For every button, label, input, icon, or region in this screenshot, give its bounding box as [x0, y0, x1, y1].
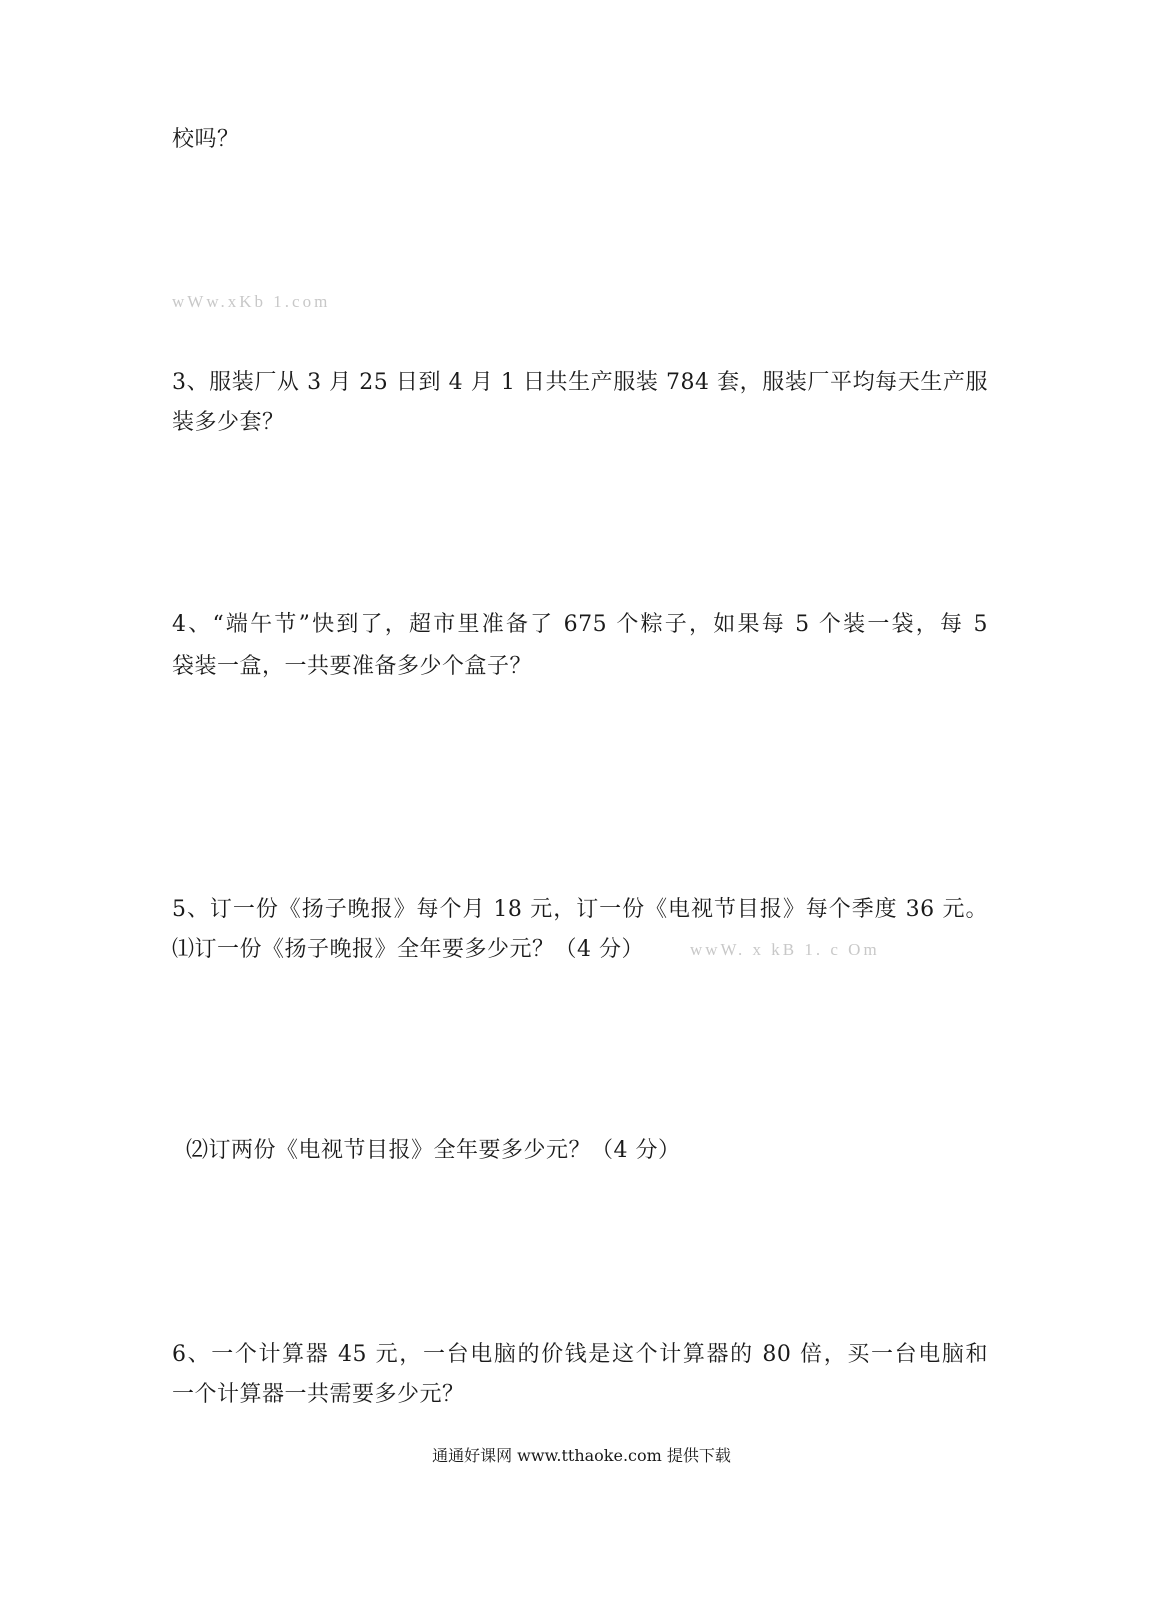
question-6-line-2: 一个计算器一共需要多少元？	[172, 1382, 465, 1407]
question-5-line-1: 5、订一份《扬子晚报》每个月 18 元，订一份《电视节目报》每个季度 36 元。	[172, 897, 988, 922]
question-4-line-1: 4、“端午节”快到了，超市里准备了 675 个粽子，如果每 5 个装一袋，每 5	[172, 612, 988, 637]
watermark-text: wWw.xKb 1.com	[172, 292, 331, 311]
page-footer: 通通好课网 www.tthaoke.com 提供下载	[432, 1446, 731, 1465]
question-5-sub-1: ⑴订一份《扬子晚报》全年要多少元？（4 分）	[172, 937, 644, 962]
question-3-line-1: 3、服装厂从 3 月 25 日到 4 月 1 日共生产服装 784 套，服装厂平均每天生产服	[172, 370, 988, 395]
question-5-sub-2: ⑵订两份《电视节目报》全年要多少元？（4 分）	[186, 1138, 681, 1163]
question-2-tail: 校吗？	[172, 127, 240, 152]
question-6-line-1: 6、一个计算器 45 元，一台电脑的价钱是这个计算器的 80 倍，买一台电脑和	[172, 1342, 988, 1367]
question-4-line-2: 袋装一盒，一共要准备多少个盒子？	[172, 654, 533, 679]
question-3-line-2: 装多少套？	[172, 410, 285, 435]
watermark-text-2: wwW. x kB 1. c Om	[690, 940, 880, 959]
